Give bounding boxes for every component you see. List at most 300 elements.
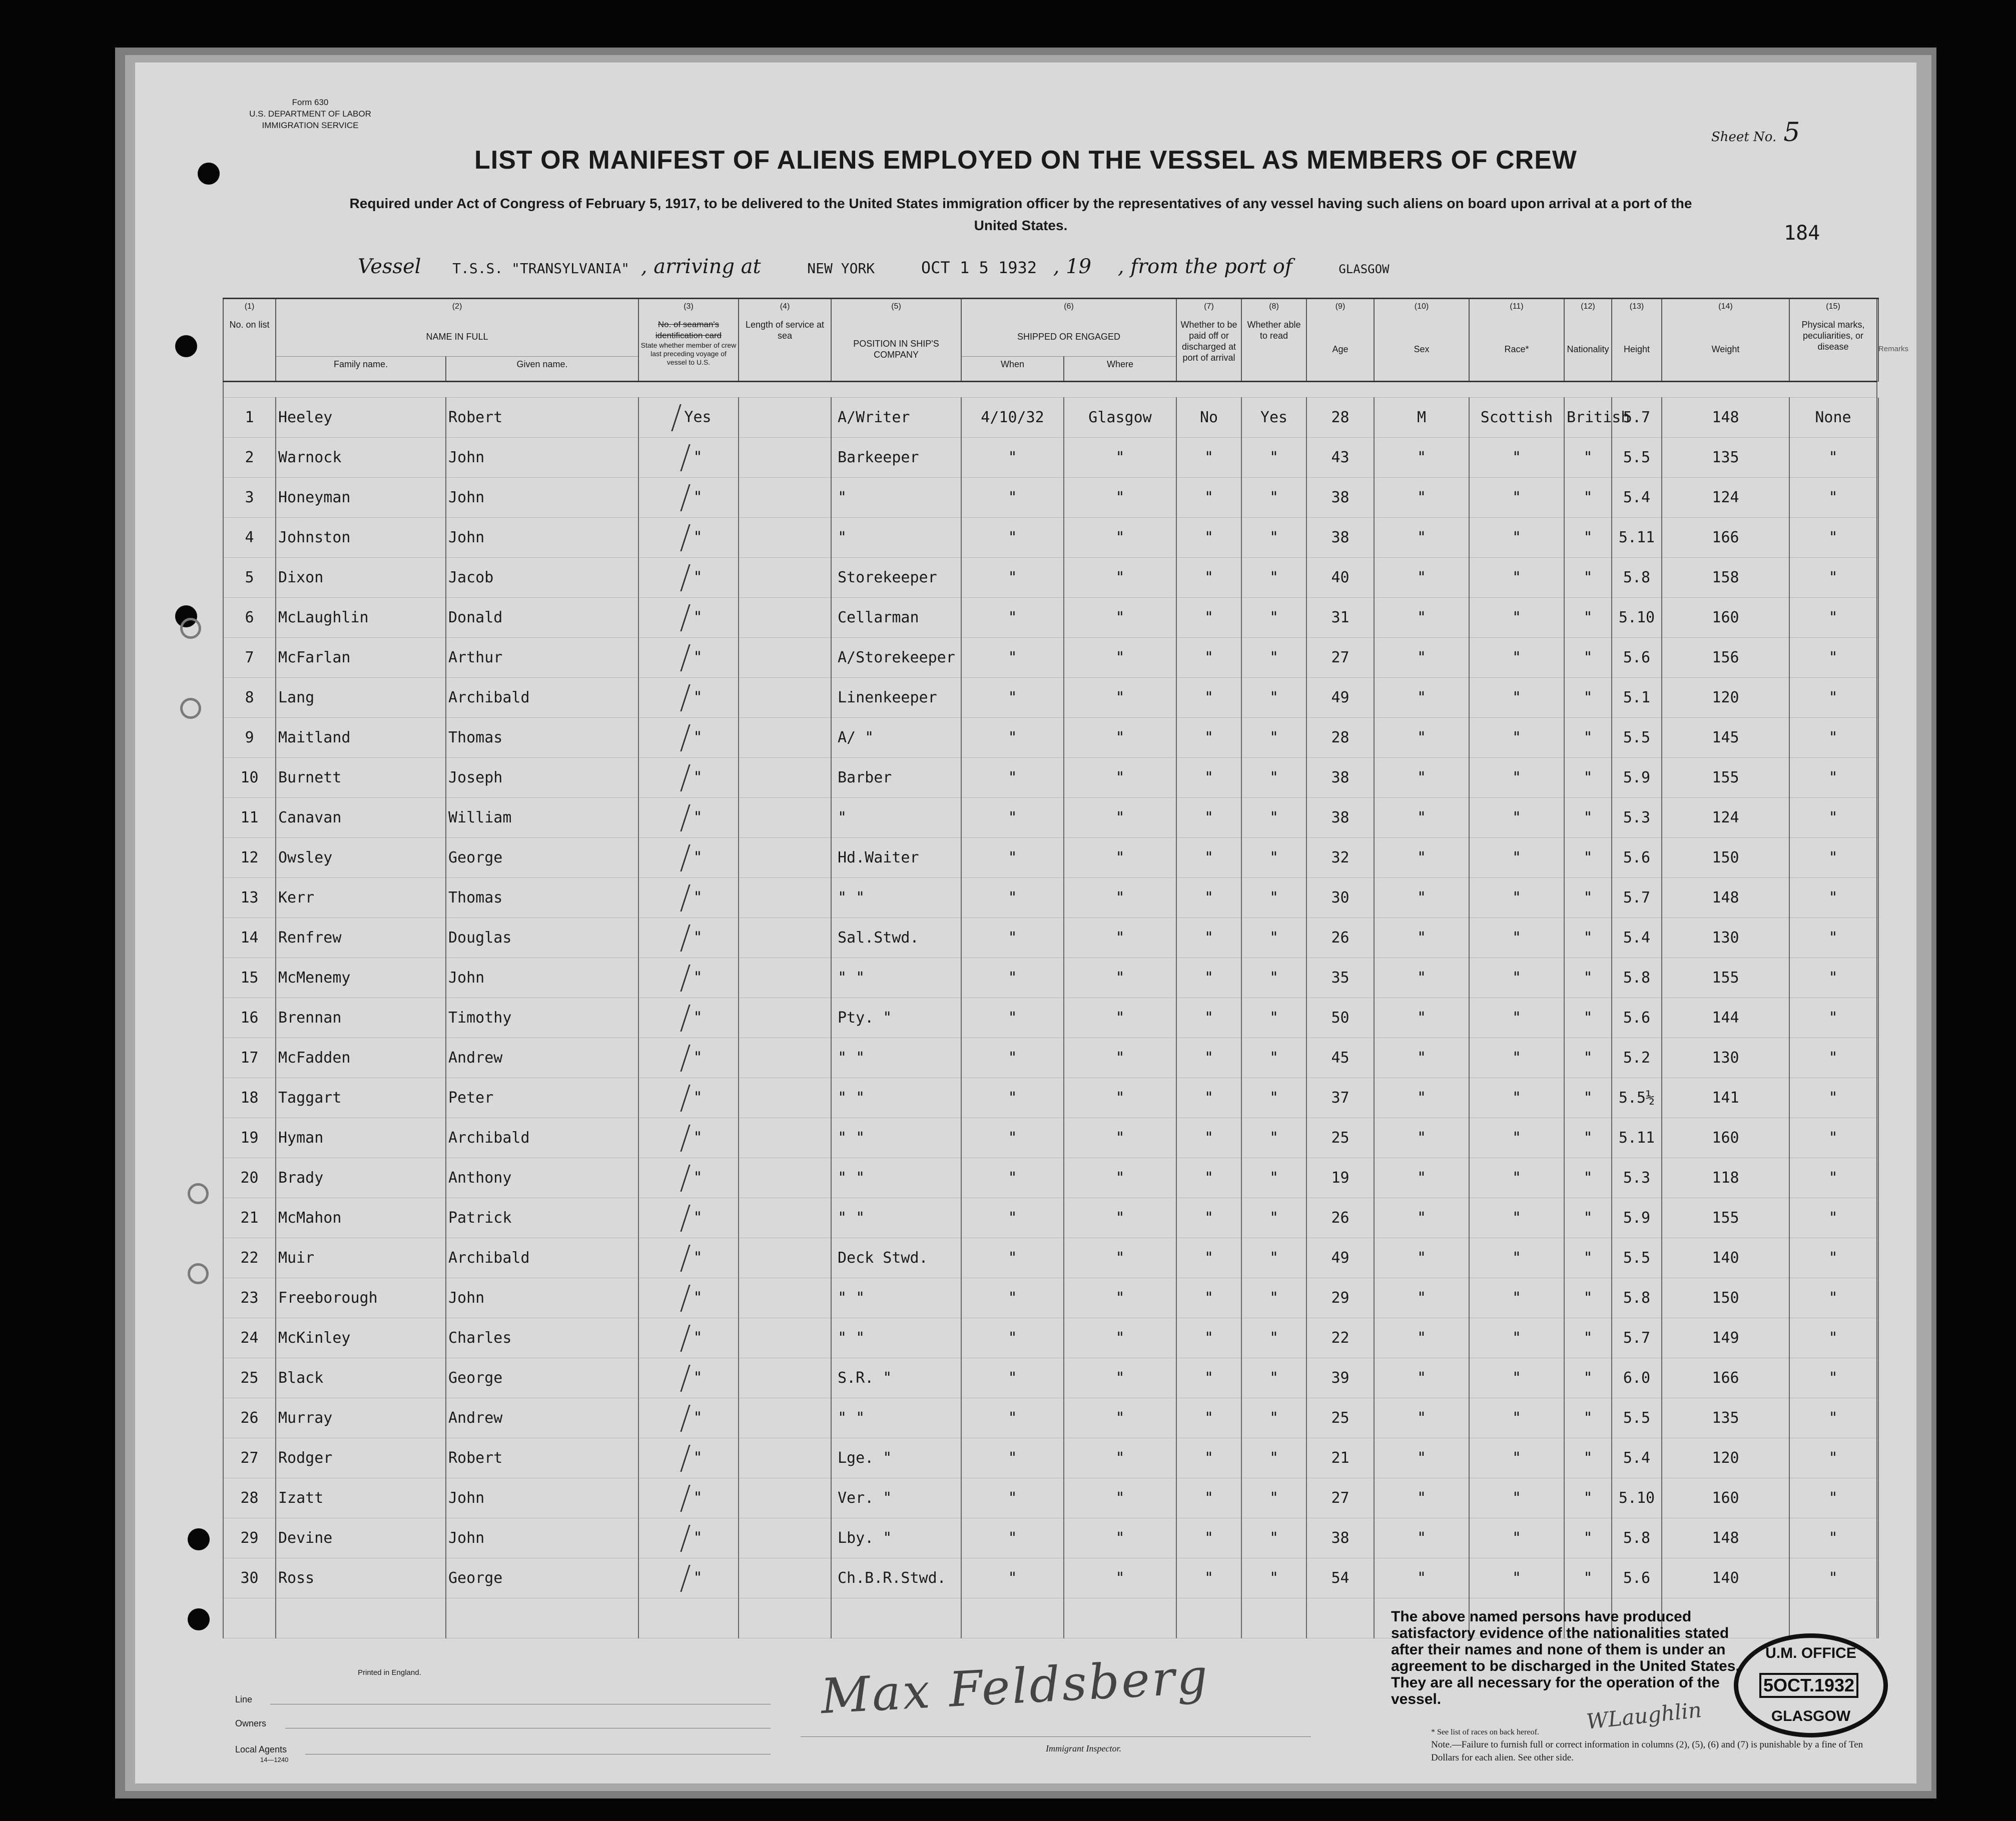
remarks [1877,558,1878,598]
age: 37 [1306,1078,1374,1118]
check-mark-icon [670,1085,691,1112]
family-name: Rodger [276,1438,446,1478]
family-name: Freeborough [276,1278,446,1318]
sex: " [1374,678,1469,718]
able-to-read: " [1241,1478,1306,1518]
shipped-when: " [961,1318,1064,1358]
weight: 120 [1662,1438,1789,1478]
last-voyage: " [693,1289,703,1306]
length-of-service [739,1518,831,1558]
last-voyage-cell [638,1518,739,1558]
shipped-where: " [1064,598,1176,638]
shipped-when: " [961,1478,1064,1518]
length-of-service [739,1478,831,1518]
weight: 160 [1662,1478,1789,1518]
col-position: POSITION IN SHIP'S COMPANY [831,317,961,382]
given-name: George [446,1358,638,1398]
position: " " [831,1198,961,1238]
last-voyage-cell [638,878,739,918]
shipped-where: " [1064,1358,1176,1398]
given-name: John [446,478,638,518]
race: " [1469,1198,1564,1238]
length-of-service [739,718,831,758]
nationality: " [1564,1558,1612,1598]
length-of-service [739,998,831,1038]
last-voyage-cell [638,958,739,998]
able-to-read: " [1241,1558,1306,1598]
physical-marks: " [1789,1318,1877,1358]
length-of-service [739,1558,831,1598]
able-to-read: " [1241,718,1306,758]
race: " [1469,438,1564,478]
last-voyage: " [693,568,703,586]
race: " [1469,1078,1564,1118]
column-number: (15) [1789,299,1877,318]
sex: " [1374,1158,1469,1198]
height: 5.7 [1612,878,1662,918]
position: A/Storekeeper [831,638,961,678]
row-number: 18 [223,1078,276,1118]
physical-marks: " [1789,1558,1877,1598]
physical-marks: " [1789,1198,1877,1238]
column-number: (12) [1564,299,1612,318]
weight: 150 [1662,1278,1789,1318]
remarks [1877,1478,1878,1518]
shipped-where: " [1064,1238,1176,1278]
table-row [223,438,1878,478]
row-number: 24 [223,1318,276,1358]
remarks [1877,1438,1878,1478]
age: 27 [1306,638,1374,678]
col-length-of-service: Length of service at sea [739,317,831,382]
able-to-read: " [1241,478,1306,518]
shipped-when: " [961,1438,1064,1478]
position: S.R. " [831,1358,961,1398]
age: 45 [1306,1038,1374,1078]
id-card-note: State whether member of crew last preceding voyage of vessel to U.S. [640,341,737,366]
family-name: Johnston [276,518,446,558]
shipped-when: " [961,438,1064,478]
shipped-where: " [1064,718,1176,758]
stamp-city: GLASGOW [1771,1708,1851,1724]
table-row [223,678,1878,718]
family-name: McKinley [276,1318,446,1358]
given-name: Andrew [446,1398,638,1438]
weight: 124 [1662,798,1789,838]
sex: " [1374,918,1469,958]
age: 40 [1306,558,1374,598]
stamp-office: U.M. OFFICE [1765,1645,1856,1661]
last-voyage: " [693,488,703,506]
col-shipped-engaged: SHIPPED OR ENGAGED [961,317,1176,357]
nationality: " [1564,478,1612,518]
row-number: 21 [223,1198,276,1238]
nationality: " [1564,1038,1612,1078]
check-mark-icon [670,484,691,511]
length-of-service [739,1438,831,1478]
given-name: Robert [446,1438,638,1478]
sex: " [1374,1518,1469,1558]
able-to-read: " [1241,998,1306,1038]
check-mark-icon [670,444,691,471]
table-row [223,598,1878,638]
date-stamp: OCT 1 5 1932 [921,258,1037,277]
race: " [1469,758,1564,798]
shipped-where: Glasgow [1064,398,1176,438]
paid-off: " [1176,758,1241,798]
age: 54 [1306,1558,1374,1598]
age: 38 [1306,1518,1374,1558]
last-voyage-cell [638,638,739,678]
position: " " [831,1158,961,1198]
form-header [205,97,415,131]
given-name: Anthony [446,1158,638,1198]
check-mark-icon [670,1485,691,1512]
able-to-read: " [1241,958,1306,998]
sex: " [1374,518,1469,558]
last-voyage: " [693,848,703,866]
last-voyage-cell [638,718,739,758]
height: 5.6 [1612,638,1662,678]
given-name: Andrew [446,1038,638,1078]
nationality: " [1564,518,1612,558]
table-row [223,518,1878,558]
paid-off: " [1176,1438,1241,1478]
height: 5.10 [1612,598,1662,638]
nationality: " [1564,798,1612,838]
table-row [223,1118,1878,1158]
given-name: Peter [446,1078,638,1118]
family-name: Owsley [276,838,446,878]
last-voyage: " [693,528,703,546]
col-name-in-full: NAME IN FULL [276,317,638,357]
weight: 120 [1662,678,1789,718]
shipped-when: " [961,1238,1064,1278]
shipped-when: " [961,598,1064,638]
able-to-read: " [1241,438,1306,478]
sex: " [1374,998,1469,1038]
row-number: 8 [223,678,276,718]
form-number: Form 630 [292,98,329,107]
last-voyage-cell [638,1318,739,1358]
paid-off: " [1176,1238,1241,1278]
race: " [1469,638,1564,678]
last-voyage: " [693,688,703,706]
position: " " [831,1038,961,1078]
paid-off: " [1176,1358,1241,1398]
row-number: 6 [223,598,276,638]
race: " [1469,1478,1564,1518]
remarks [1877,878,1878,918]
sex: " [1374,638,1469,678]
check-mark-icon [670,524,691,551]
empty-cell [1306,1598,1374,1638]
age: 49 [1306,678,1374,718]
height: 5.5½ [1612,1078,1662,1118]
punch-hole [188,1528,210,1550]
remarks [1877,1558,1878,1598]
race: " [1469,958,1564,998]
last-voyage: " [693,1329,703,1346]
shipped-when: 4/10/32 [961,398,1064,438]
shipped-where: " [1064,1038,1176,1078]
last-voyage: " [693,1009,703,1026]
table-row [223,1358,1878,1398]
given-name: Charles [446,1318,638,1358]
given-name: Archibald [446,1238,638,1278]
shipped-when: " [961,718,1064,758]
office-stamp [1734,1633,1888,1737]
remarks [1877,918,1878,958]
shipped-where: " [1064,1198,1176,1238]
length-of-service [739,958,831,998]
last-voyage: " [693,1209,703,1226]
age: 25 [1306,1118,1374,1158]
length-of-service [739,1158,831,1198]
paid-off: " [1176,1278,1241,1318]
paid-off: " [1176,518,1241,558]
sheet-number [1711,118,1800,148]
height: 5.1 [1612,678,1662,718]
remarks [1877,1518,1878,1558]
given-name: Patrick [446,1198,638,1238]
sex: " [1374,1078,1469,1118]
given-name: John [446,1518,638,1558]
nationality: " [1564,838,1612,878]
given-name: Timothy [446,998,638,1038]
physical-marks: " [1789,958,1877,998]
arrival-port: NEW YORK [807,260,875,277]
age: 28 [1306,718,1374,758]
check-mark-icon [670,1285,691,1312]
local-agents-label: Local Agents [235,1744,287,1754]
table-row [223,878,1878,918]
empty-cell [446,1598,638,1638]
shipped-when: " [961,1078,1064,1118]
age: 38 [1306,478,1374,518]
vessel-name: T.S.S. "TRANSYLVANIA" [452,260,630,277]
remarks [1877,678,1878,718]
last-voyage: " [693,1489,703,1506]
family-name: Hyman [276,1118,446,1158]
height: 5.4 [1612,918,1662,958]
last-voyage: " [693,969,703,986]
race: " [1469,718,1564,758]
sex: " [1374,798,1469,838]
weight: 148 [1662,398,1789,438]
empty-cell [1176,1598,1241,1638]
column-number [1877,299,1878,318]
sex: " [1374,1198,1469,1238]
race: " [1469,1158,1564,1198]
sex: " [1374,718,1469,758]
length-of-service [739,1398,831,1438]
age: 26 [1306,1198,1374,1238]
given-name: Douglas [446,918,638,958]
race: " [1469,878,1564,918]
sex: " [1374,1238,1469,1278]
given-name: Donald [446,598,638,638]
form-department: U.S. DEPARTMENT OF LABOR [249,109,371,119]
check-mark-icon [670,844,691,871]
able-to-read: " [1241,1238,1306,1278]
family-name: McLaughlin [276,598,446,638]
physical-marks: " [1789,798,1877,838]
col-nationality: Nationality [1564,317,1612,382]
table-row [223,478,1878,518]
position: Barkeeper [831,438,961,478]
race: " [1469,998,1564,1038]
age: 32 [1306,838,1374,878]
race: " [1469,518,1564,558]
shipped-where: " [1064,798,1176,838]
family-name: Dixon [276,558,446,598]
column-number: (3) [638,299,739,318]
check-mark-icon [670,684,691,711]
row-number: 4 [223,518,276,558]
last-voyage-cell [638,758,739,798]
check-mark-icon [670,884,691,912]
weight: 158 [1662,558,1789,598]
race: " [1469,1518,1564,1558]
row-number: 2 [223,438,276,478]
height: 5.6 [1612,998,1662,1038]
column-number: (9) [1306,299,1374,318]
shipped-where: " [1064,1118,1176,1158]
given-name: John [446,958,638,998]
remarks [1877,518,1878,558]
shipped-when: " [961,1518,1064,1558]
family-name: Heeley [276,398,446,438]
weight: 144 [1662,998,1789,1038]
row-number: 7 [223,638,276,678]
height: 5.6 [1612,838,1662,878]
nationality: " [1564,678,1612,718]
col-race: Race* [1469,317,1564,382]
age: 26 [1306,918,1374,958]
family-name: Burnett [276,758,446,798]
shipped-where: " [1064,878,1176,918]
nationality: " [1564,1198,1612,1238]
row-number: 27 [223,1438,276,1478]
row-number: 26 [223,1398,276,1438]
given-name: Robert [446,398,638,438]
shipped-when: " [961,518,1064,558]
remarks [1877,1198,1878,1238]
last-voyage-cell [638,1038,739,1078]
remarks [1877,1238,1878,1278]
physical-marks: " [1789,1118,1877,1158]
check-mark-icon [670,965,691,992]
table-row [223,838,1878,878]
nationality: " [1564,1078,1612,1118]
length-of-service [739,518,831,558]
height: 5.8 [1612,958,1662,998]
weight: 130 [1662,918,1789,958]
check-mark-icon [670,1245,691,1272]
row-number: 29 [223,1518,276,1558]
nationality: " [1564,758,1612,798]
shipped-where: " [1064,558,1176,598]
race: " [1469,1038,1564,1078]
paid-off: " [1176,638,1241,678]
remarks [1877,478,1878,518]
race-footnote: * See list of races on back hereof. [1431,1728,1539,1736]
length-of-service [739,918,831,958]
weight: 155 [1662,1198,1789,1238]
weight: 160 [1662,1118,1789,1158]
shipped-when: " [961,838,1064,878]
position: Linenkeeper [831,678,961,718]
manifest-page [135,63,1916,1783]
given-name: Archibald [446,1118,638,1158]
height: 5.7 [1612,1318,1662,1358]
weight: 140 [1662,1558,1789,1598]
age: 39 [1306,1358,1374,1398]
physical-marks: " [1789,1518,1877,1558]
check-mark-icon [670,1125,691,1152]
nationality: " [1564,1518,1612,1558]
sex: " [1374,438,1469,478]
given-name: John [446,1278,638,1318]
last-voyage-cell [638,1238,739,1278]
able-to-read: " [1241,1518,1306,1558]
shipped-where: " [1064,1518,1176,1558]
height: 5.4 [1612,1438,1662,1478]
family-name: Ross [276,1558,446,1598]
shipped-when: " [961,1198,1064,1238]
length-of-service [739,1118,831,1158]
column-number: (11) [1469,299,1564,318]
last-voyage-cell [638,1438,739,1478]
col-sex: Sex [1374,317,1469,382]
family-name: Renfrew [276,918,446,958]
family-name: Black [276,1358,446,1398]
sex: " [1374,958,1469,998]
age: 49 [1306,1238,1374,1278]
vessel-label: Vessel [358,255,421,278]
height: 5.11 [1612,518,1662,558]
sex: " [1374,1558,1469,1598]
empty-cell [1877,1598,1878,1638]
check-mark-icon [670,564,691,591]
able-to-read: " [1241,518,1306,558]
position: " " [831,1398,961,1438]
punch-hole [188,1608,210,1630]
shipped-where: " [1064,1478,1176,1518]
sex: " [1374,1118,1469,1158]
shipped-when: " [961,1398,1064,1438]
position: " " [831,878,961,918]
age: 30 [1306,878,1374,918]
shipped-where: " [1064,838,1176,878]
paid-off: " [1176,438,1241,478]
inspector-signature: Max Feldsberg [819,1648,1211,1725]
row-number: 19 [223,1118,276,1158]
position: " " [831,1278,961,1318]
paid-off: " [1176,1198,1241,1238]
paid-off: " [1176,1038,1241,1078]
last-voyage-cell [638,678,739,718]
age: 31 [1306,598,1374,638]
family-name: McFarlan [276,638,446,678]
able-to-read: " [1241,1438,1306,1478]
able-to-read: " [1241,1118,1306,1158]
remarks [1877,758,1878,798]
empty-cell [276,1598,446,1638]
sex: " [1374,1438,1469,1478]
given-name: Archibald [446,678,638,718]
